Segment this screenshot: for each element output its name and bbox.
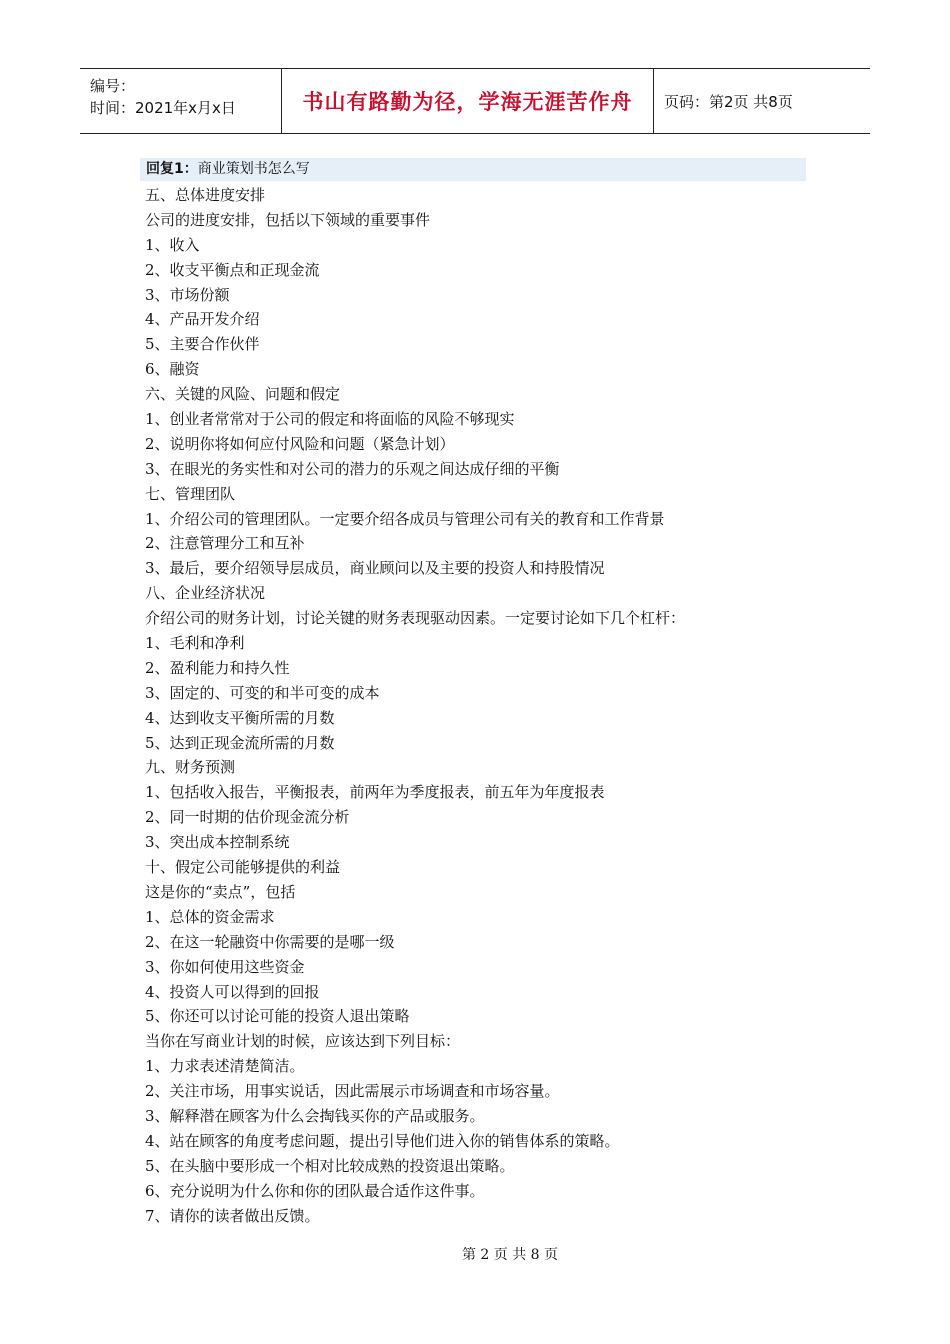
body-line: 五、总体进度安排	[145, 186, 266, 204]
body-line: 1、力求表述清楚简洁。	[145, 1057, 305, 1076]
body-line: 2、说明你将如何应付风险和问题（紧急计划）	[145, 434, 455, 453]
body-line: 介绍公司的财务计划，讨论关键的财务表现驱动因素。一定要讨论如下几个杠杆：	[145, 609, 686, 628]
body-line: 3、市场份额	[145, 285, 230, 304]
page-header	[80, 68, 870, 134]
number-label: 编号：	[90, 77, 136, 95]
body-line: 2、同一时期的估价现金流分析	[145, 808, 350, 827]
body-line: 6、融资	[145, 360, 200, 379]
body-line: 2、盈利能力和持久性	[145, 658, 290, 677]
reply-heading	[140, 158, 806, 181]
body-line: 九、财务预测	[145, 758, 236, 777]
body-line: 3、突出成本控制系统	[145, 833, 290, 852]
body-line: 十、假定公司能够提供的利益	[145, 858, 341, 877]
body-line: 4、站在顾客的角度考虑问题，提出引导他们进入你的销售体系的策略。	[145, 1131, 620, 1150]
header-meta	[80, 69, 282, 133]
body-line: 3、在眼光的务实性和对公司的潜力的乐观之间达成仔细的平衡	[145, 459, 560, 478]
body-line: 4、投资人可以得到的回报	[145, 982, 320, 1001]
body-line: 1、介绍公司的管理团队。一定要介绍各成员与管理公司有关的教育和工作背景	[145, 509, 665, 528]
body-line: 3、解释潜在顾客为什么会掏钱买你的产品或服务。	[145, 1106, 485, 1125]
body-line: 5、在头脑中要形成一个相对比较成熟的投资退出策略。	[145, 1156, 515, 1175]
body-line: 2、注意管理分工和互补	[145, 534, 305, 553]
body-line: 2、在这一轮融资中你需要的是哪一级	[145, 932, 395, 951]
body-line: 这是你的“卖点”，包括	[145, 882, 296, 901]
body-line: 七、管理团队	[145, 484, 236, 503]
body-line: 1、总体的资金需求	[145, 907, 275, 926]
body-line: 4、产品开发介绍	[145, 310, 260, 329]
reply-title: 商业策划书怎么写	[197, 161, 310, 177]
body-line: 7、请你的读者做出反馈。	[145, 1206, 320, 1225]
body-line: 1、收入	[145, 235, 200, 254]
header-motto: 书山有路勤为径，学海无涯苦作舟	[282, 69, 654, 133]
header-page-label: 页码：第2页 共8页	[664, 92, 793, 111]
body-line: 当你在写商业计划的时候，应该达到下列目标：	[145, 1032, 461, 1051]
document-body	[145, 183, 825, 1228]
body-line: 八、企业经济状况	[145, 584, 266, 603]
footer-page-number: 第 2 页 共 8 页	[461, 1247, 559, 1263]
body-line: 5、你还可以讨论可能的投资人退出策略	[145, 1007, 410, 1026]
body-line: 4、达到收支平衡所需的月数	[145, 708, 335, 727]
body-line: 1、包括收入报告，平衡报表，前两年为季度报表，前五年为年度报表	[145, 783, 605, 802]
body-line: 2、收支平衡点和正现金流	[145, 260, 320, 279]
body-line: 3、固定的、可变的和半可变的成本	[145, 683, 380, 702]
page-footer	[0, 1244, 950, 1264]
body-line: 1、创业者常常对于公司的假定和将面临的风险不够现实	[145, 410, 515, 429]
body-line: 六、关键的风险、问题和假定	[145, 385, 341, 404]
body-line: 5、主要合作伙伴	[145, 335, 260, 354]
body-line: 3、你如何使用这些资金	[145, 957, 305, 976]
reply-tag: 回复1：	[146, 161, 198, 177]
body-line: 公司的进度安排，包括以下领域的重要事件	[145, 210, 431, 229]
body-line: 3、最后，要介绍领导层成员，商业顾问以及主要的投资人和持股情况	[145, 559, 605, 578]
body-line: 5、达到正现金流所需的月数	[145, 733, 335, 752]
body-line: 1、毛利和净利	[145, 634, 245, 653]
body-line: 2、关注市场，用事实说话，因此需展示市场调查和市场容量。	[145, 1082, 560, 1101]
time-label: 时间：2021年x月x日	[90, 99, 236, 117]
body-line: 6、充分说明为什么你和你的团队最合适作这件事。	[145, 1181, 485, 1200]
